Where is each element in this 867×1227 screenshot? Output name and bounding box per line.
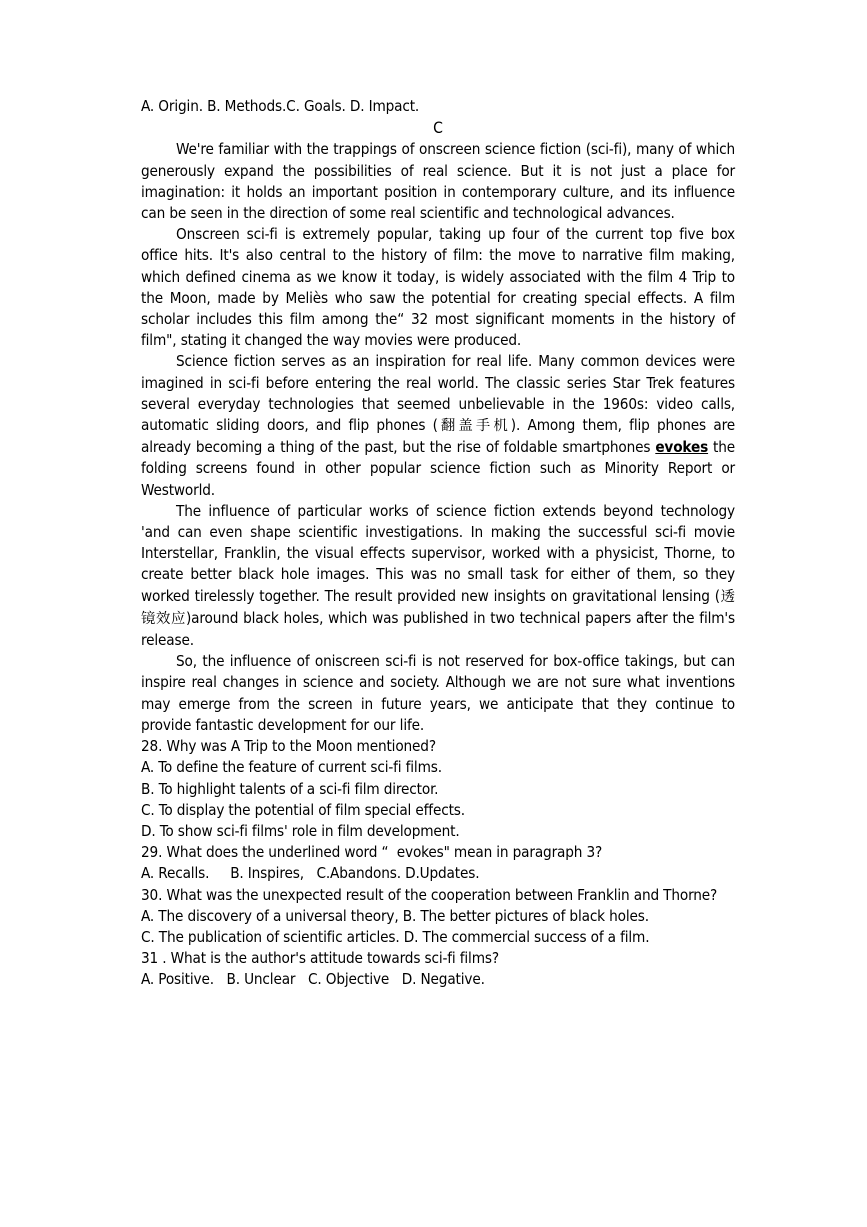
document-text-column bbox=[141, 96, 735, 991]
question-31 bbox=[141, 948, 735, 990]
passage-paragraph-1: We're familiar with the trappings of onscreen science fiction (sci-fi), many of which generously expand the possibilities of real science. But it is not just a place for imagination: it holds an important position in contemporary culture, and its influence can be seen in the direction of some real scientific and technological advances. bbox=[141, 140, 735, 223]
question-28-option-d[interactable]: D. To show sci-fi films' role in film development. bbox=[141, 821, 460, 840]
question-28-stem: 28. Why was A Trip to the Moon mentioned? bbox=[141, 737, 436, 756]
passage-body bbox=[141, 139, 735, 736]
chinese-gloss: 翻盖手机 bbox=[437, 418, 511, 435]
question-30-options-line-1[interactable]: A. The discovery of a universal theory, B. The better pictures of black holes. bbox=[141, 906, 649, 925]
question-28-option-a[interactable]: A. To define the feature of current sci-fi films. bbox=[141, 758, 442, 777]
question-30-options-line-2[interactable]: C. The publication of scientific articles. D. The commercial success of a film. bbox=[141, 927, 650, 946]
question-31-stem: 31 . What is the author's attitude towards sci-fi films? bbox=[141, 949, 499, 968]
passage-paragraph-5: So, the influence of oniscreen sci-fi is not reserved for box-office takings, but can inspire real changes in science and society. Although we are not sure what inventions may emerge from the screen in future years, we anticipate that they continue to provide fantastic development for our life. bbox=[141, 652, 735, 734]
passage-paragraph-2: Onscreen sci-fi is extremely popular, taking up four of the current top five box office hits. It's also central to the history of film: the move to narrative film making, which defined cinema as we know it today, is widely associated with the film 4 Trip to the Moon, made by Meliès who saw the potential for creating special effects. A film scholar includes this film among the“ 32 most significant moments in the history of film", stating it changed the way movies were produced. bbox=[141, 225, 735, 350]
questions-block bbox=[141, 736, 735, 990]
question-28-option-b[interactable]: B. To highlight talents of a sci-fi film director. bbox=[141, 779, 439, 798]
passage-paragraph-4: The influence of particular works of science fiction extends beyond technology 'and can even shape scientific investigations. In making the successful sci-fi movie Interstellar, Franklin, the visual effects supervisor, worked with a physicist, Thorne, to create better black hole images. This was no small task for either of them, so they worked tirelessly together. The result provided new insights on gravitational lensing (透镜效应)around black holes, which was published in two technical papers after the film's release. bbox=[141, 501, 735, 650]
preceding-options-line: A. Origin. B. Methods.C. Goals. D. Impact. bbox=[141, 97, 420, 115]
question-29-stem: 29. What does the underlined word “ evokes" mean in paragraph 3? bbox=[141, 843, 603, 862]
question-29 bbox=[141, 842, 735, 884]
question-31-options-line[interactable]: A. Positive. B. Unclear C. Objective D. Negative. bbox=[141, 970, 485, 989]
section-label-c: C bbox=[433, 119, 443, 138]
question-30-stem: 30. What was the unexpected result of the cooperation between Franklin and Thorne? bbox=[141, 885, 718, 904]
question-28-option-c[interactable]: C. To display the potential of film special effects. bbox=[141, 800, 465, 819]
question-29-options-line[interactable]: A. Recalls. B. Inspires, C.Abandons. D.Updates. bbox=[141, 864, 480, 883]
passage-paragraph-3: Science fiction serves as an inspiration for real life. Many common devices were imagined in sci-fi before entering the real world. The classic series Star Trek features several everyday technologies that seemed unbelievable in the 1960s: video calls, automatic sliding doors, and flip phones (翻盖手机). Among them, flip phones are already becoming a thing of the past, but the rise of foldable smartphones evokes the folding screens found in other popular science fiction such as Minority Report or Westworld. bbox=[141, 352, 735, 499]
chinese-gloss: 透镜效应 bbox=[141, 588, 735, 627]
question-30 bbox=[141, 885, 735, 949]
question-28 bbox=[141, 736, 735, 842]
underlined-word: evokes bbox=[655, 438, 709, 457]
